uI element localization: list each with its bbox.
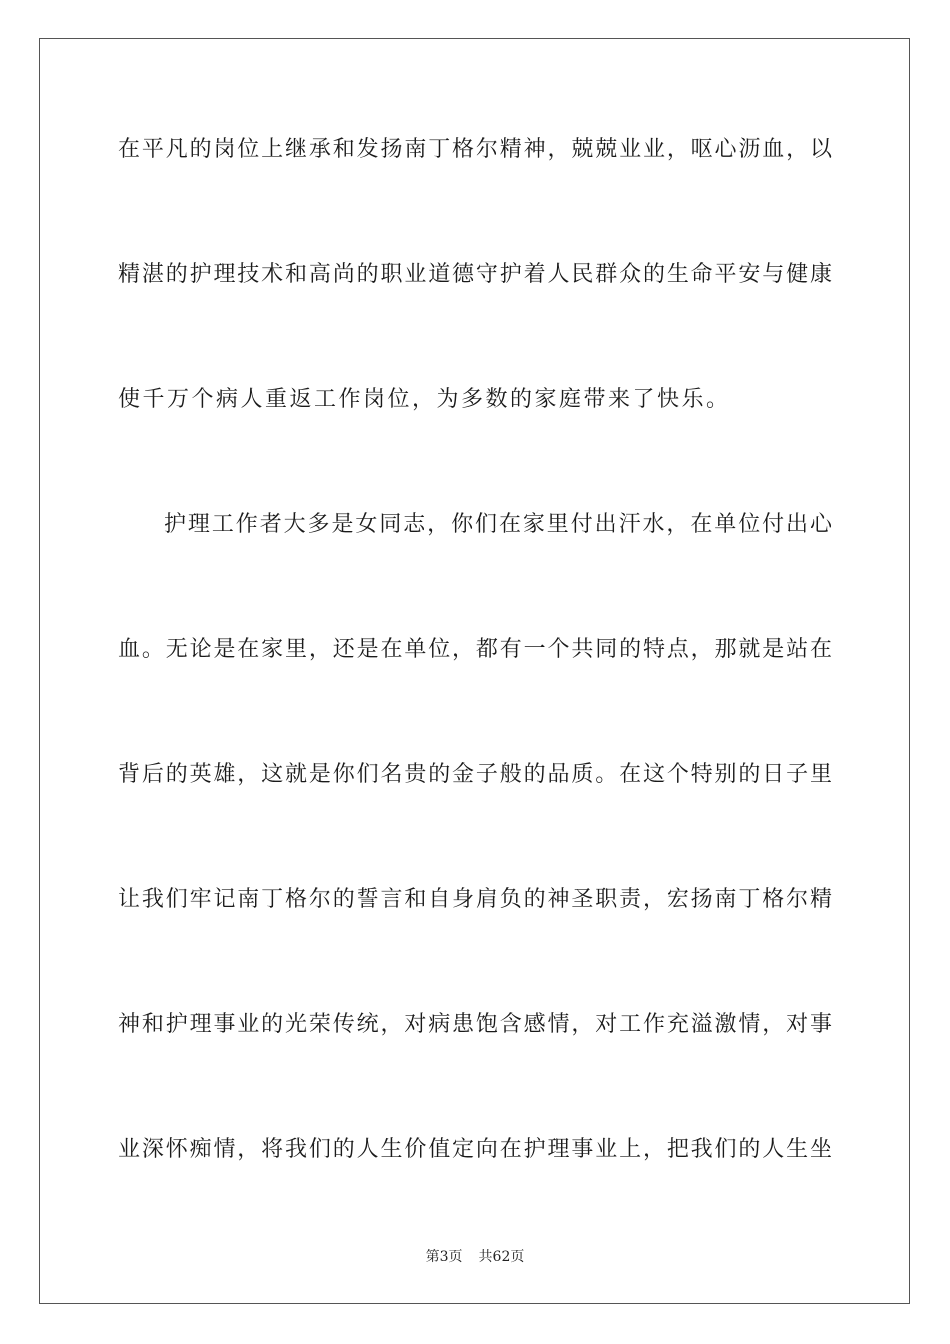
page-frame <box>39 38 910 1304</box>
paragraph-line: 让我们牢记南丁格尔的誓言和自身肩负的神圣职责，宏扬南丁格尔精 <box>118 887 832 912</box>
paragraph-line: 业深怀痴情，将我们的人生价值定向在护理事业上，把我们的人生坐 <box>118 1137 832 1162</box>
paragraph-line: 神和护理事业的光荣传统，对病患饱含感情，对工作充溢激情，对事 <box>118 1012 832 1037</box>
paragraph-line: 血。无论是在家里，还是在单位，都有一个共同的特点，那就是站在 <box>118 637 832 662</box>
paragraph-line: 护理工作者大多是女同志，你们在家里付出汗水，在单位付出心 <box>164 512 832 537</box>
paragraph-line: 精湛的护理技术和高尚的职业道德守护着人民群众的生命平安与健康 <box>118 262 832 287</box>
page-number: 第3页 <box>425 1249 463 1265</box>
page-footer <box>0 1248 950 1266</box>
paragraph-line: 使千万个病人重返工作岗位，为多数的家庭带来了快乐。 <box>118 387 731 412</box>
page-total: 共62页 <box>478 1249 525 1265</box>
paragraph-line: 背后的英雄，这就是你们名贵的金子般的品质。在这个特别的日子里 <box>118 762 832 787</box>
paragraph-line: 在平凡的岗位上继承和发扬南丁格尔精神，兢兢业业，呕心沥血，以 <box>118 137 832 162</box>
